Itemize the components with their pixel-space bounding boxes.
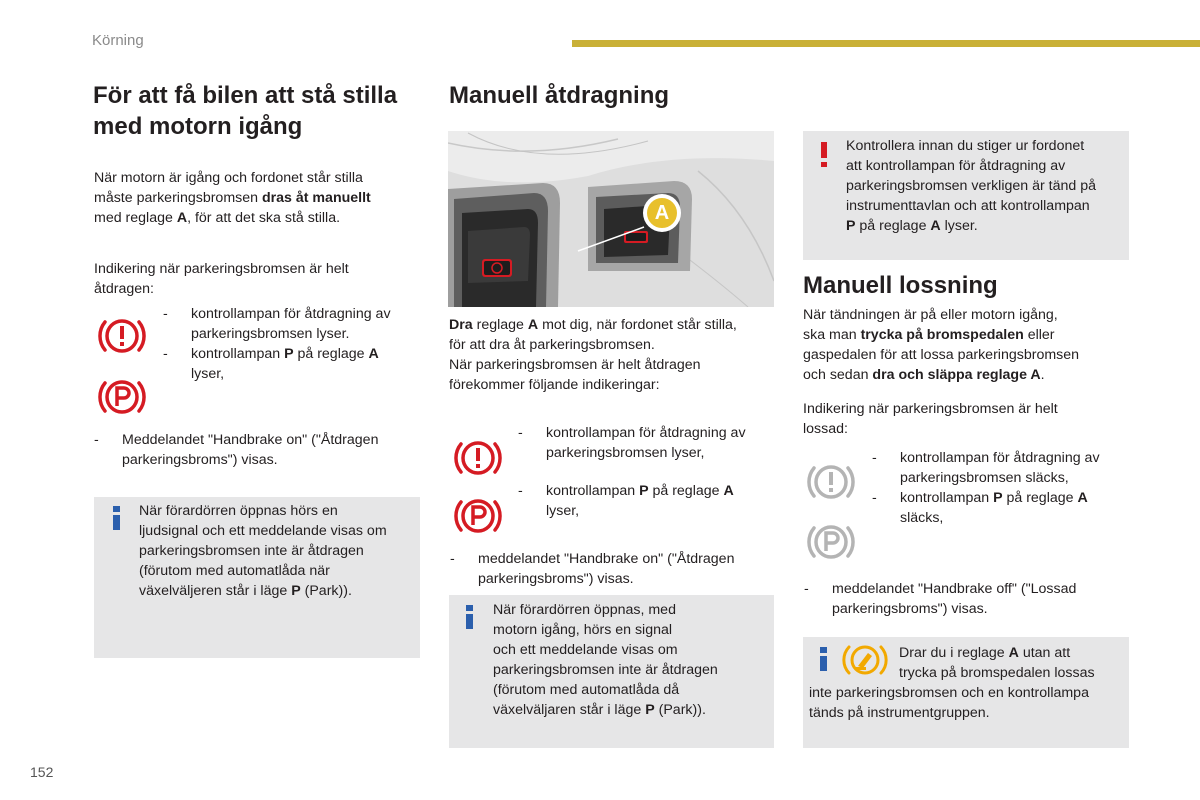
col3-heading: Manuell lossning [803,272,998,299]
col1-heading [93,80,397,142]
brake-warning-icon [96,313,148,359]
col2-info-box [449,595,774,748]
col1-heading-line2: med motorn igång [93,113,303,140]
col3-info-box [803,637,1129,748]
col2-message-item: - meddelandet "Handbrake on" ("Åtdragen parkeringsbroms") visas. [450,551,735,587]
col2-heading: Manuell åtdragning [449,82,670,109]
col2-info-text: När förardörren öppnas, med motorn igång, hörs en signal och ett meddelande visas om parkeringsbromsen inte är åtdragen (förutom med automatlåda då växelväljaren står i läge P (Park)). [493,602,718,718]
col1-indic-line2: åtdragen: [94,281,154,297]
col1-intro-line3: med reglage A, för att det ska stå stilla. [94,210,341,226]
col3-info-text-bottom: inte parkeringsbromsen och en kontrollampa tänds på instrumentgruppen. [809,685,1089,721]
col3-instructions: När tändningen är på eller motorn igång, ska man trycka på bromspedalen eller gaspedalen för att lossa parkeringsbromsen och sedan dra och släppa reglage A. [803,307,1080,383]
parking-brake-control-photo [448,131,774,307]
col3-warning-box [803,131,1129,260]
section-title: Körning [92,32,144,49]
col3-info-text-top: Drar du i reglage A utan att trycka på bromspedalen lossas [899,645,1095,681]
col1-intro-line2: måste parkeringsbromsen dras åt manuellt [94,190,371,206]
brake-pedal-warning-icon [841,642,889,678]
col1-info-box [94,497,420,658]
photo-label: A [646,197,678,229]
page-number: 152 [30,764,54,780]
col3-warning-text: Kontrollera innan du stiger ur fordonet att kontrollampan för åtdragning av parkeringsbromsen verkligen är tänd på instrumenttavlan och att kontrollampan P på reglage A lyser. [846,138,1096,234]
parking-brake-p-icon [96,374,148,420]
col1-indic-line1: Indikering när parkeringsbromsen är helt [94,261,349,277]
col3-list-item: - kontrollampan för åtdragning av parkeringsbromsen släcks, [872,450,1100,486]
col1-intro [94,168,424,228]
col1-list-item: - kontrollampan P på reglage A lyser, [163,346,379,382]
col1-intro-line1: När motorn är igång och fordonet står stilla [94,170,363,186]
col1-indication-intro [94,259,424,299]
col1-message-item: - Meddelandet "Handbrake on" ("Åtdragen parkeringsbroms") visas. [94,432,379,468]
brake-warning-icon [452,435,504,481]
parking-brake-p-off-icon [805,519,857,565]
header-accent-bar [572,40,1200,47]
col1-heading-line1: För att få bilen att stå stilla [93,82,398,109]
col2-list-item: - kontrollampan P på reglage A lyser, [518,483,734,519]
parking-brake-p-icon [452,493,504,539]
col1-list-item: - kontrollampan för åtdragning av parkeringsbromsen lyser. [163,306,391,342]
col3-list-item: - kontrollampan P på reglage A släcks, [872,490,1088,526]
col3-indication-intro: Indikering när parkeringsbromsen är helt lossad: [803,401,1058,437]
col2-instructions: Dra reglage A mot dig, när fordonet står stilla, för att dra åt parkeringsbromsen. När parkeringsbromsen är helt åtdragen förekommer följande indikeringar: [449,317,737,393]
col3-message-item: - meddelandet "Handbrake off" ("Lossad parkeringsbroms") visas. [804,581,1077,617]
col2-list-item: - kontrollampan för åtdragning av parkeringsbromsen lyser, [518,425,746,461]
col1-info-text: När förardörren öppnas hörs en ljudsignal och ett meddelande visas om parkeringsbromsen inte är åtdragen (förutom med automatlåda när växelväljeren står i läge P (Park)). [139,503,387,599]
brake-warning-off-icon [805,459,857,505]
